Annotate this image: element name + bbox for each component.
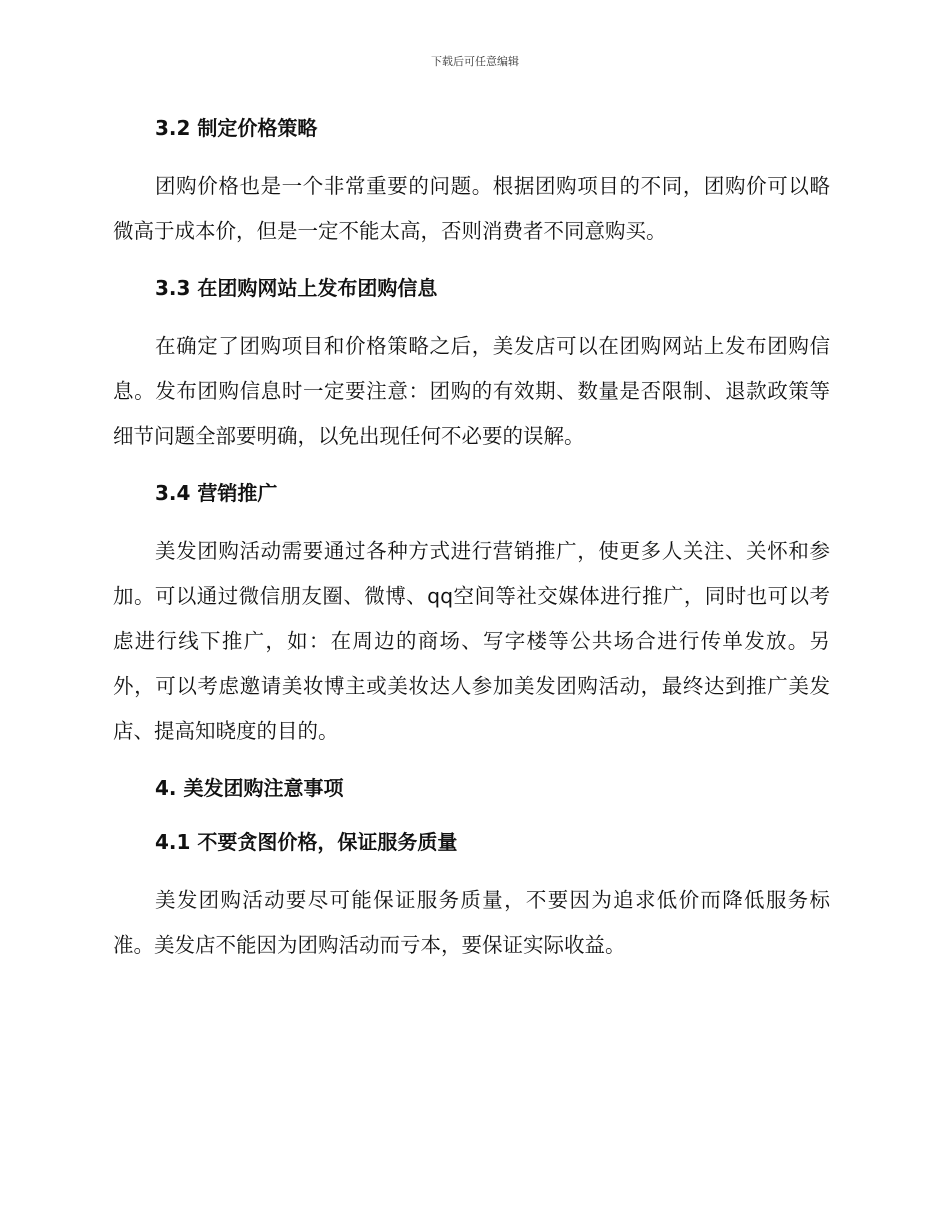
section-heading-3-4: 3.4 营销推广 — [155, 481, 278, 505]
section-paragraph-4-1: 美发团购活动要尽可能保证服务质量，不要因为追求低价而降低服务标准。美发店不能因为团购活动而亏本，要保证实际收益。 — [113, 888, 830, 957]
section-heading-4-1: 4.1 不要贪图价格，保证服务质量 — [155, 830, 458, 854]
section-paragraph-3-3: 在确定了团购项目和价格策略之后，美发店可以在团购网站上发布团购信息。发布团购信息时一定要注意：团购的有效期、数量是否限制、退款政策等细节问题全部要明确，以免出现任何不必要的误解。 — [113, 334, 830, 448]
section-heading-4: 4. 美发团购注意事项 — [155, 776, 344, 800]
document-body — [113, 112, 830, 968]
section-paragraph-3-4: 美发团购活动需要通过各种方式进行营销推广，使更多人关注、关怀和参加。可以通过微信朋友圈、微博、qq空间等社交媒体进行推广，同时也可以考虑进行线下推广，如：在周边的商场、写字楼等公共场合进行传单发放。另外，可以考虑邀请美妆博主或美妆达人参加美发团购活动，最终达到推广美发店、提高知晓度的目的。 — [113, 539, 830, 743]
page-header: 下载后可任意编辑 — [431, 55, 519, 68]
section-heading-3-2: 3.2 制定价格策略 — [155, 116, 318, 140]
section-heading-3-3: 3.3 在团购网站上发布团购信息 — [155, 276, 438, 300]
section-paragraph-3-2: 团购价格也是一个非常重要的问题。根据团购项目的不同，团购价可以略微高于成本价，但是一定不能太高，否则消费者不同意购买。 — [113, 174, 830, 243]
